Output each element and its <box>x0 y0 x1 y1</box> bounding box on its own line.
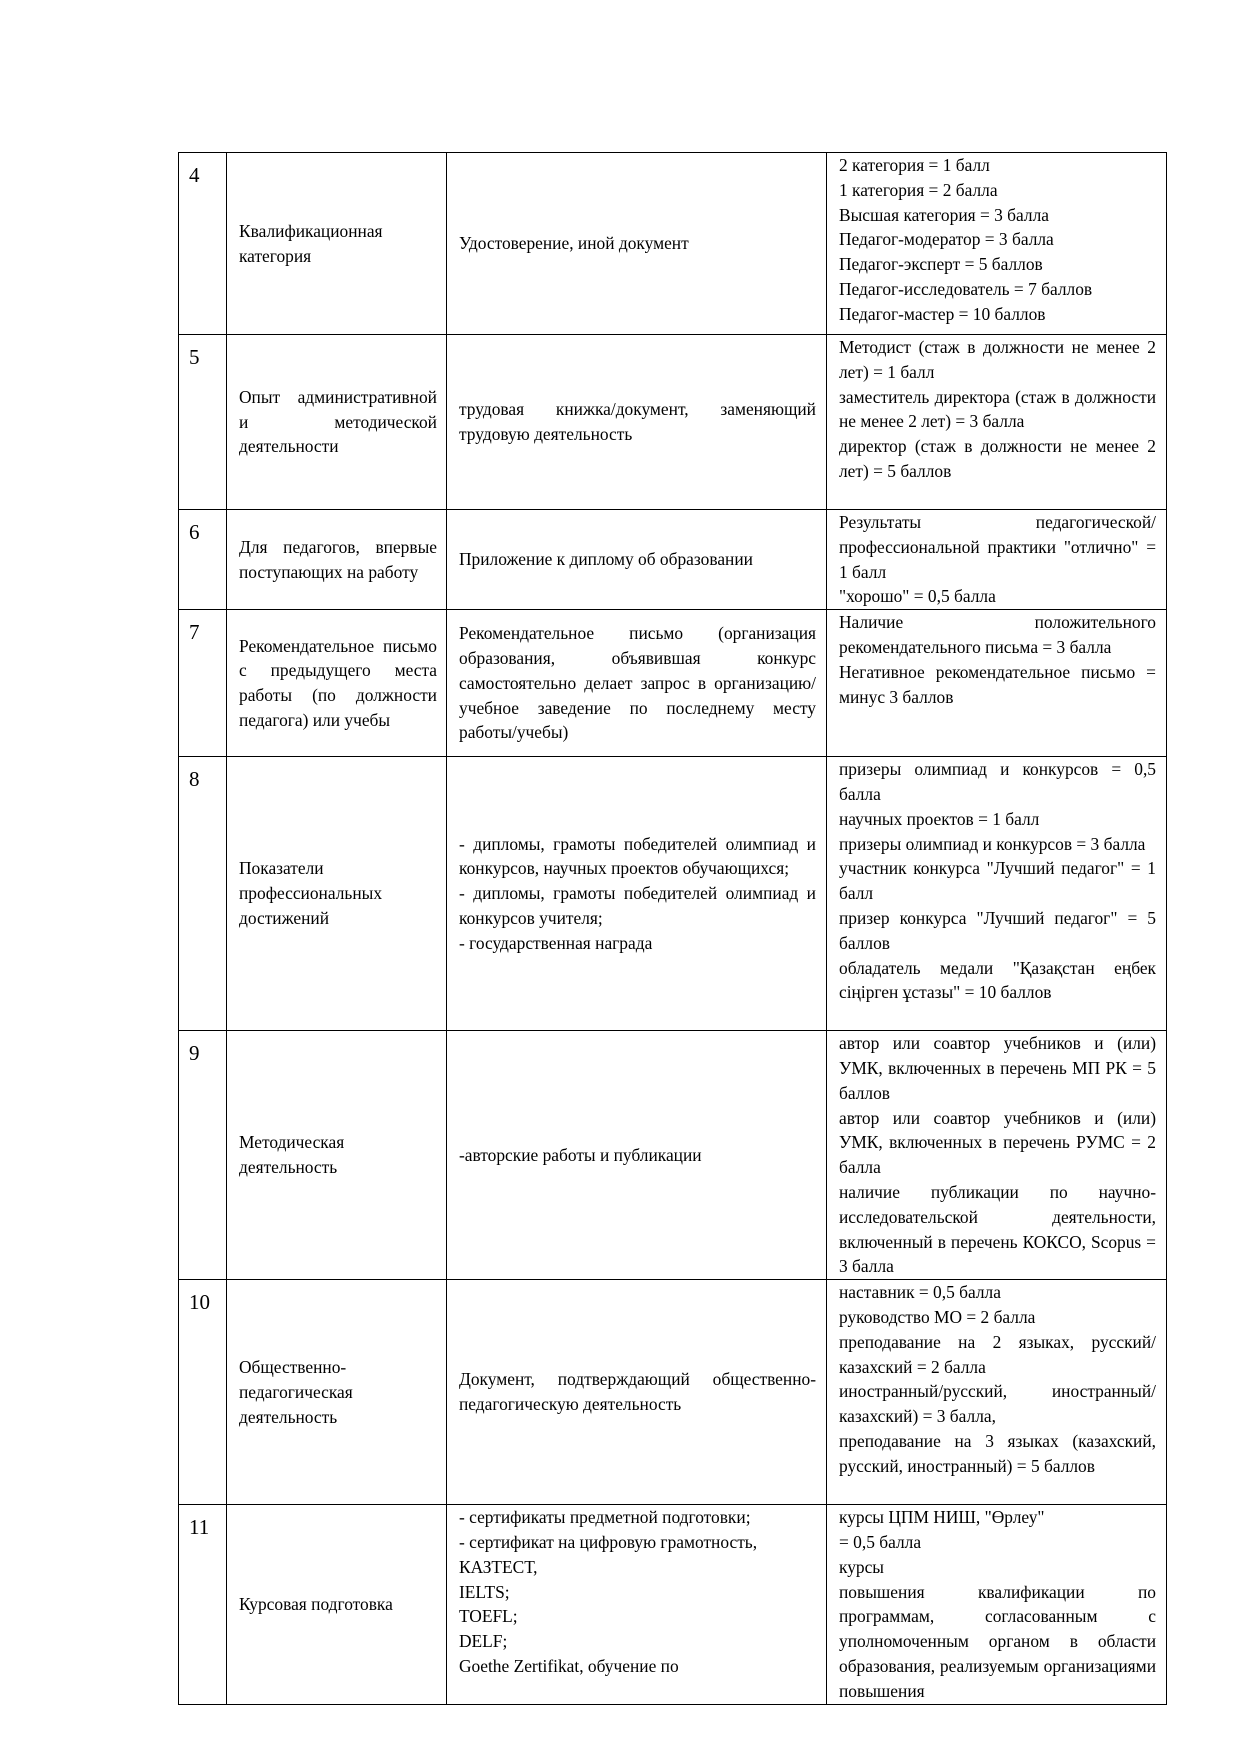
scores-cell <box>827 757 1167 1031</box>
document-line: - сертификат на цифровую грамотность, <box>459 1531 758 1552</box>
row-number: 9 <box>179 1031 227 1280</box>
score-line: Результаты педагогической/ профессиональной практики "отлично" = 1 балл <box>839 512 1156 582</box>
scores-cell <box>827 1031 1167 1280</box>
scores-cell <box>827 1280 1167 1505</box>
score-line: автор или соавтор учебников и (или) УМК, включенных в перечень МП РК = 5 баллов <box>839 1033 1156 1103</box>
row-number: 4 <box>179 153 227 335</box>
score-line: призеры олимпиад и конкурсов = 3 балла <box>839 833 1146 854</box>
table-row <box>179 1505 1167 1705</box>
table-row <box>179 1280 1167 1505</box>
document-cell: трудовая книжка/документ, заменяющий трудовую деятельность <box>447 335 827 510</box>
score-line: призеры олимпиад и конкурсов = 0,5 балла <box>839 759 1156 804</box>
score-line: преподавание на 3 языках (казахский, русский, иностранный) = 5 баллов <box>839 1430 1156 1476</box>
document-cell: Документ, подтверждающий общественно-педагогическую деятельность <box>447 1280 827 1505</box>
table-row <box>179 510 1167 610</box>
row-number: 11 <box>179 1505 227 1705</box>
scores-cell <box>827 1505 1167 1705</box>
document-line: - сертификаты предметной подготовки; <box>459 1507 751 1528</box>
score-line: Педагог-эксперт = 5 баллов <box>839 254 1043 275</box>
criterion-cell: Показатели профессиональных достижений <box>227 757 447 1031</box>
document-line: - дипломы, грамоты победителей олимпиад и конкурсов учителя; <box>459 883 816 929</box>
score-line: курсы ЦПМ НИШ, "Өрлеу" <box>839 1507 1045 1528</box>
row-number: 6 <box>179 510 227 610</box>
score-line: призер конкурса "Лучший педагог" = 5 баллов <box>839 907 1156 953</box>
score-line: Методист (стаж в должности не менее 2 лет) = 1 балл <box>839 337 1156 382</box>
scores-cell <box>827 335 1167 510</box>
document-line: - дипломы, грамоты победителей олимпиад и конкурсов, научных проектов обучающихся; <box>459 833 816 879</box>
document-cell: Удостоверение, иной документ <box>447 153 827 335</box>
document-cell: Рекомендательное письмо (организация образования, объявившая конкурс самостоятельно делает запрос в организацию/учебное заведение по последнему месту работы/учебы) <box>447 610 827 757</box>
score-line: Педагог-модератор = 3 балла <box>839 229 1054 250</box>
row-number: 7 <box>179 610 227 757</box>
score-line: "хорошо" = 0,5 балла <box>839 586 996 607</box>
table-row <box>179 757 1167 1031</box>
criterion-cell: Для педагогов, впервые поступающих на работу <box>227 510 447 610</box>
score-line: 1 категория = 2 балла <box>839 179 998 200</box>
score-line: Наличие положительного рекомендательного письма = 3 балла <box>839 612 1156 657</box>
criterion-cell: Курсовая подготовка <box>227 1505 447 1705</box>
score-line: наставник = 0,5 балла <box>839 1282 1001 1303</box>
scores-cell <box>827 510 1167 610</box>
document-cell <box>447 757 827 1031</box>
criterion-cell: Общественно-педагогическая деятельность <box>227 1280 447 1505</box>
document-line: DELF; <box>459 1631 508 1652</box>
score-line: обладатель медали "Қазақстан еңбек сіңірген ұстазы" = 10 баллов <box>839 957 1156 1003</box>
score-line: научных проектов = 1 балл <box>839 808 1040 829</box>
table-row <box>179 153 1167 335</box>
criterion-cell: Рекомендательное письмо с предыдущего места работы (по должности педагога) или учебы <box>227 610 447 757</box>
score-line: = 0,5 балла <box>839 1531 922 1552</box>
score-line: иностранный/русский, иностранный/казахский) = 3 балла, <box>839 1381 1156 1427</box>
score-line: Педагог-исследователь = 7 баллов <box>839 278 1093 299</box>
score-line: наличие публикации по научно-исследовательской деятельности, включенный в перечень КОКСО, Scopus = 3 балла <box>839 1181 1156 1277</box>
table-row <box>179 1031 1167 1280</box>
row-number: 8 <box>179 757 227 1031</box>
score-line: Педагог-мастер = 10 баллов <box>839 303 1046 324</box>
score-line: заместитель директора (стаж в должности не менее 2 лет) = 3 балла <box>839 386 1156 432</box>
score-line: руководство МО = 2 балла <box>839 1306 1036 1327</box>
score-line: преподавание на 2 языках, русский/казахский = 2 балла <box>839 1331 1156 1377</box>
score-line: автор или соавтор учебников и (или) УМК, включенных в перечень РУМС = 2 балла <box>839 1107 1156 1178</box>
document-line: - государственная награда <box>459 932 653 953</box>
criterion-cell: Квалификационная категория <box>227 153 447 335</box>
row-number: 5 <box>179 335 227 510</box>
criterion-cell: Методическая деятельность <box>227 1031 447 1280</box>
score-line: курсы <box>839 1556 884 1577</box>
score-line: Негативное рекомендательное письмо = минус 3 баллов <box>839 661 1156 707</box>
table-row <box>179 610 1167 757</box>
document-line: TOEFL; <box>459 1606 518 1627</box>
document-cell: Приложение к диплому об образовании <box>447 510 827 610</box>
document-cell <box>447 1505 827 1705</box>
score-line: 2 категория = 1 балл <box>839 155 990 175</box>
document-cell: -авторские работы и публикации <box>447 1031 827 1280</box>
document-line: КАЗТЕСТ, <box>459 1556 538 1577</box>
score-line: директор (стаж в должности не менее 2 лет) = 5 баллов <box>839 436 1156 481</box>
row-number: 10 <box>179 1280 227 1505</box>
score-line: повышения квалификации по программам, согласованным с уполномоченным органом в области образования, реализуемым организациями повышения <box>839 1581 1156 1701</box>
scores-cell <box>827 610 1167 757</box>
score-line: участник конкурса "Лучший педагог" = 1 балл <box>839 858 1156 904</box>
evaluation-criteria-table <box>178 152 1167 1705</box>
scores-cell <box>827 153 1167 335</box>
document-line: Goethe Zertifikat, обучение по <box>459 1655 679 1676</box>
table-row <box>179 335 1167 510</box>
score-line: Высшая категория = 3 балла <box>839 204 1049 225</box>
document-line: IELTS; <box>459 1581 510 1602</box>
criterion-cell: Опыт административной и методической деятельности <box>227 335 447 510</box>
